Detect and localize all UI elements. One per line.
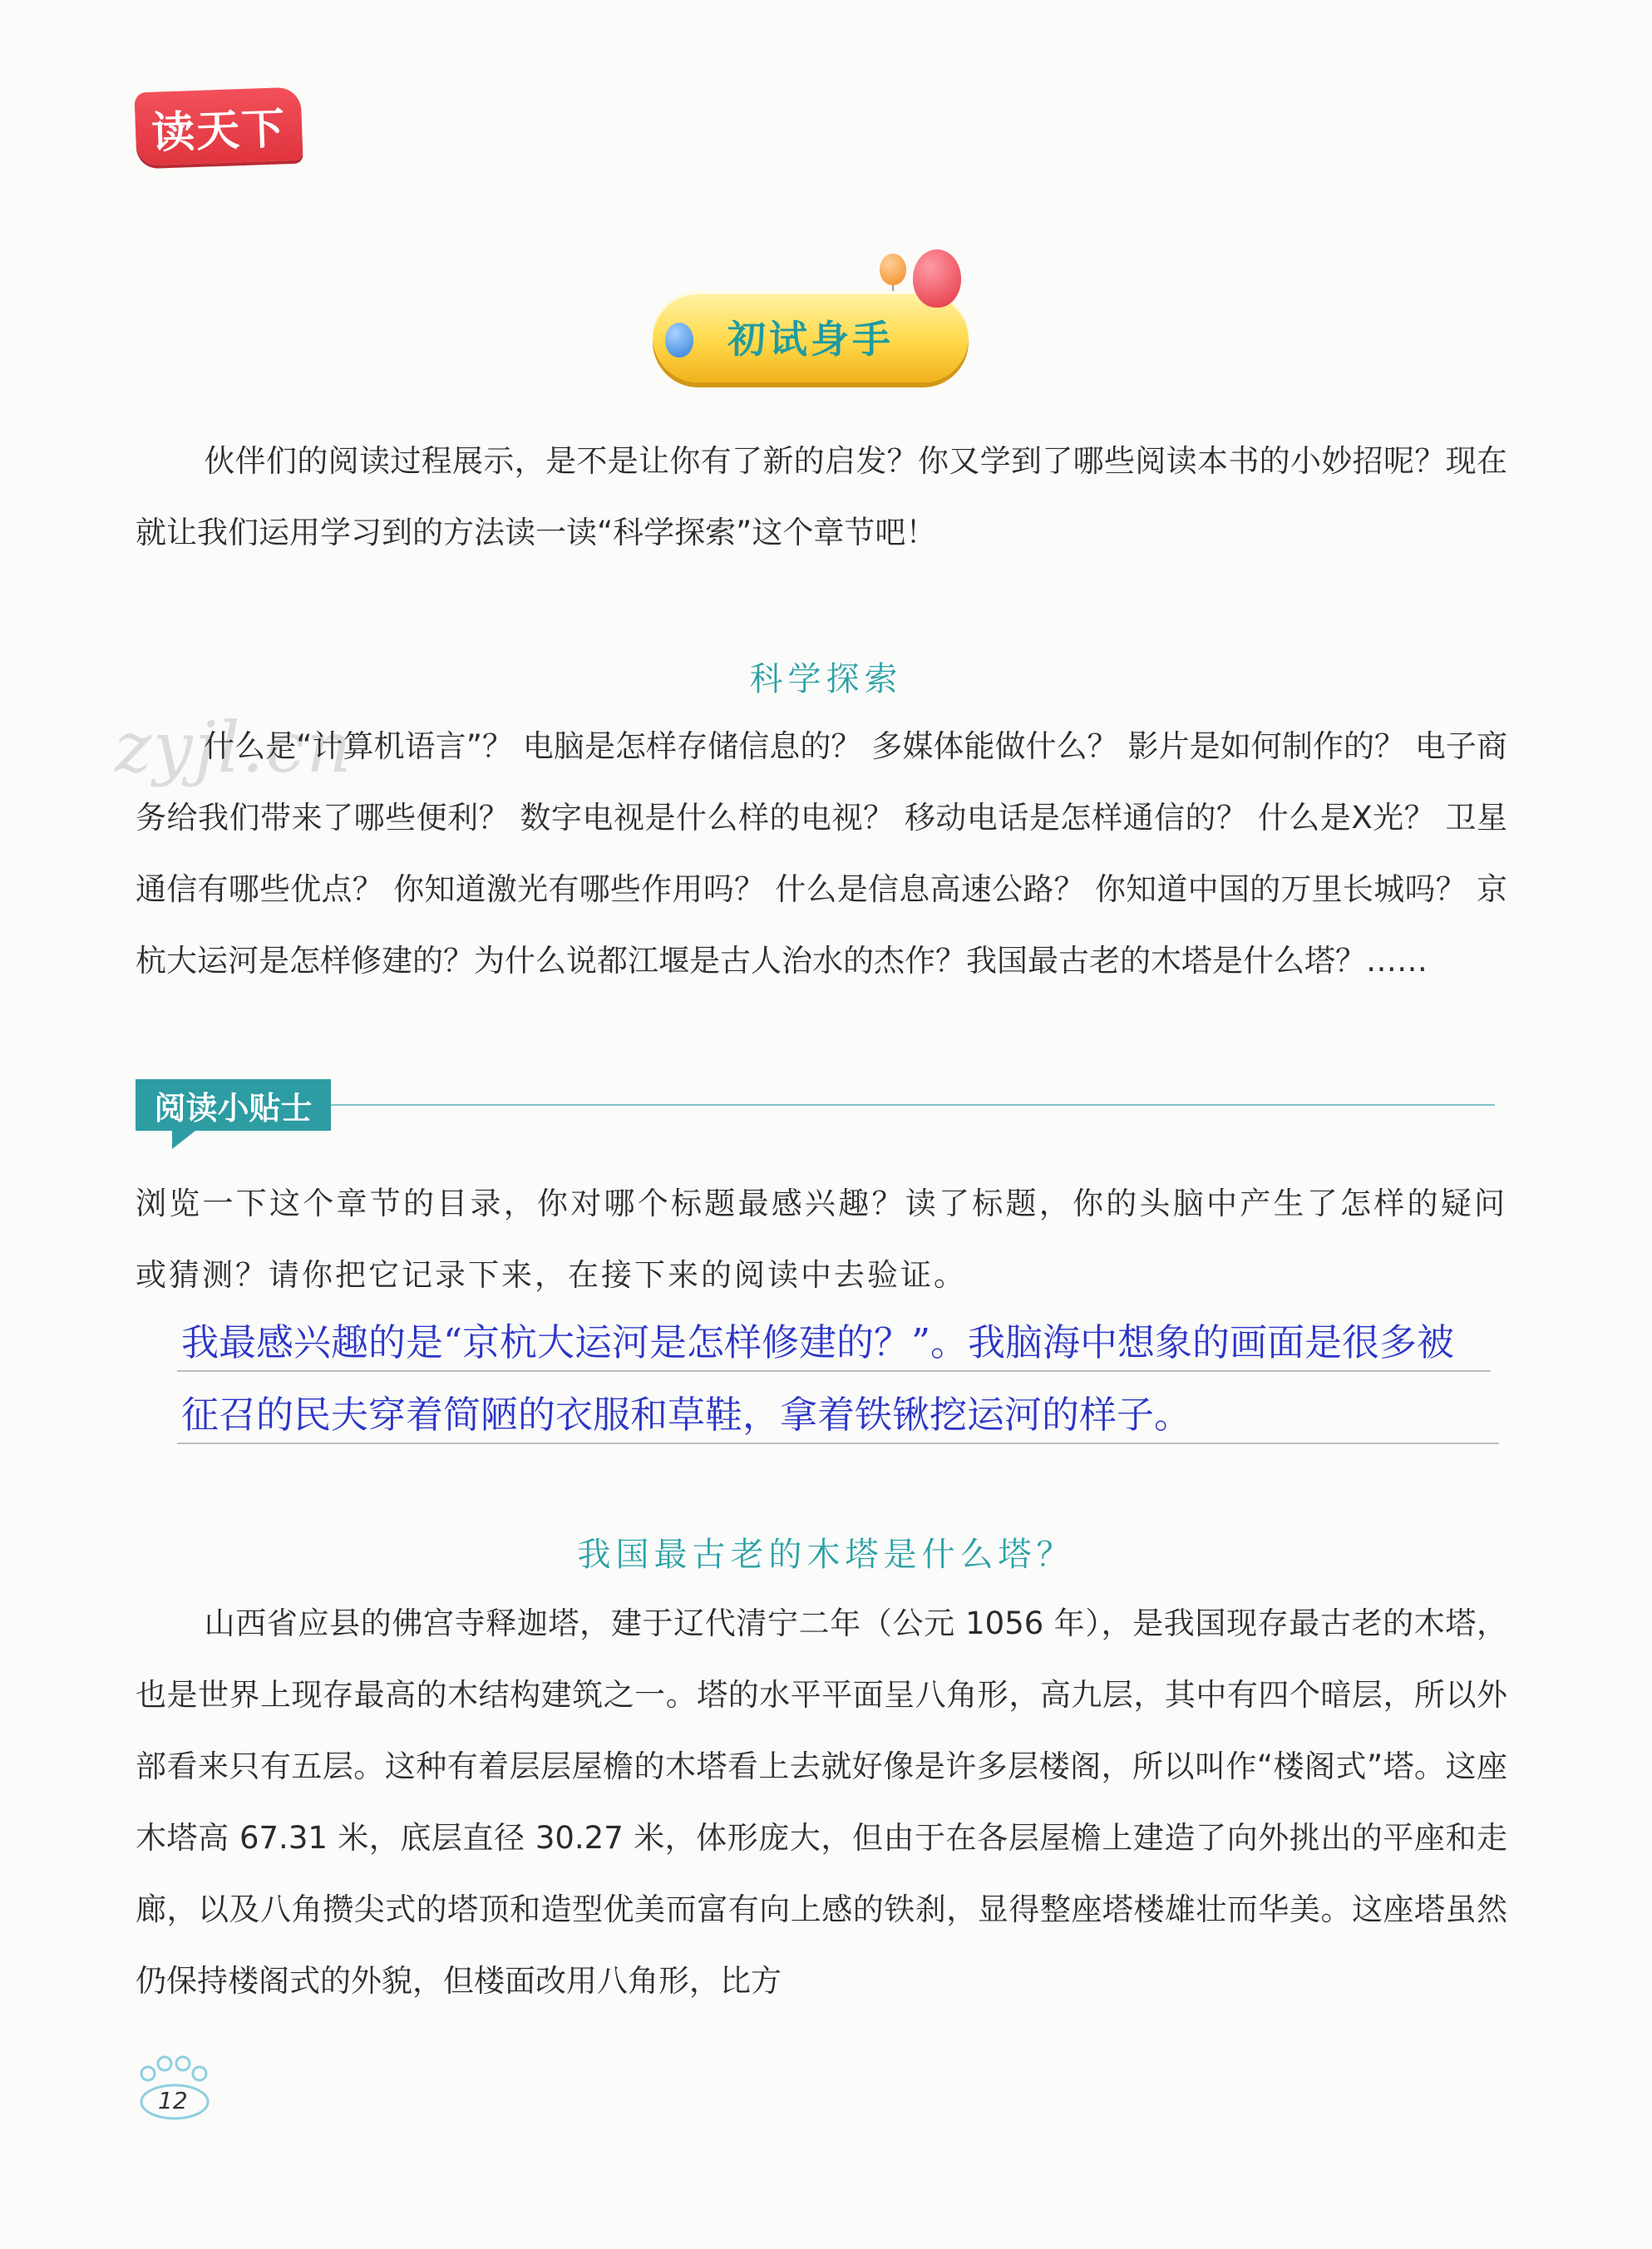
section-title-science: 科学探索 [749,660,903,698]
science-paragraph: 什么是“计算机语言”？ 电脑是怎样存储信息的？ 多媒体能做什么？ 影片是如何制作的？ 电子商务给我们带来了哪些便利？ 数字电视是什么样的电视？ 移动电话是怎样通信的？ 什么是X光？ 卫星通信有哪些优点？ 你知道激光有哪些作用吗？ 什么是信息高速公路？ 你知道中国的万里长城吗？ 京杭大运河是怎样修建的？为什么说都江堰是古人治水的杰作？我国最古老的木塔是什么塔？…… [136,728,1507,979]
answer-underline [177,1370,1491,1372]
tip-divider [331,1104,1495,1106]
answer-underline [177,1443,1499,1444]
brand-logo [135,87,303,166]
page-number: 12 [158,2087,188,2114]
blue-balloon-icon [665,323,693,358]
answer-line-1: 我最感兴趣的是“京杭大运河是怎样修建的？”。我脑海中想象的画面是很多被 [181,1320,1455,1364]
section-title-wooden-pagoda: 我国最古老的木塔是什么塔？ [577,1536,1075,1574]
reading-tip-label: 阅读小贴士 [136,1079,331,1131]
logo-text: 读天下 [150,103,288,159]
banner-title: 初试身手 [727,317,894,362]
answer-line-2: 征召的民夫穿着简陋的衣服和草鞋，拿着铁锹挖运河的样子。 [181,1393,1192,1437]
reading-tip-text: 浏览一下这个章节的目录，你对哪个标题最感兴趣？读了标题，你的头脑中产生了怎样的疑问或猜测？请你把它记录下来，在接下来的阅读中去验证。 [136,1186,1507,1293]
section-banner [653,291,969,382]
orange-balloon-icon [880,254,906,285]
pagoda-paragraph: 山西省应县的佛宫寺释迦塔，建于辽代清宁二年（公元 1056 年），是我国现存最古老的木塔，也是世界上现存最高的木结构建筑之一。塔的水平平面呈八角形，高九层，其中有四个暗层，所以外部看来只有五层。这种有着层层屋檐的木塔看上去就好像是许多层楼阁，所以叫作“楼阁式”塔。这座木塔高 67.31 米，底层直径 30.27 米，体形庞大，但由于在各层屋檐上建造了向外挑出的平座和走廊，以及八角攒尖式的塔顶和造型优美而富有向上感的铁刹，显得整座塔楼雄壮而华美。这座塔虽然仍保持楼阁式的外貌，但楼面改用八角形，比方 [136,1605,1507,1999]
intro-paragraph: 伙伴们的阅读过程展示，是不是让你有了新的启发？你又学到了哪些阅读本书的小妙招呢？现在就让我们运用学习到的方法读一读“科学探索”这个章节吧！ [136,443,1507,550]
red-balloon-icon [913,249,961,308]
watermark: zyjl.cn [115,707,353,788]
